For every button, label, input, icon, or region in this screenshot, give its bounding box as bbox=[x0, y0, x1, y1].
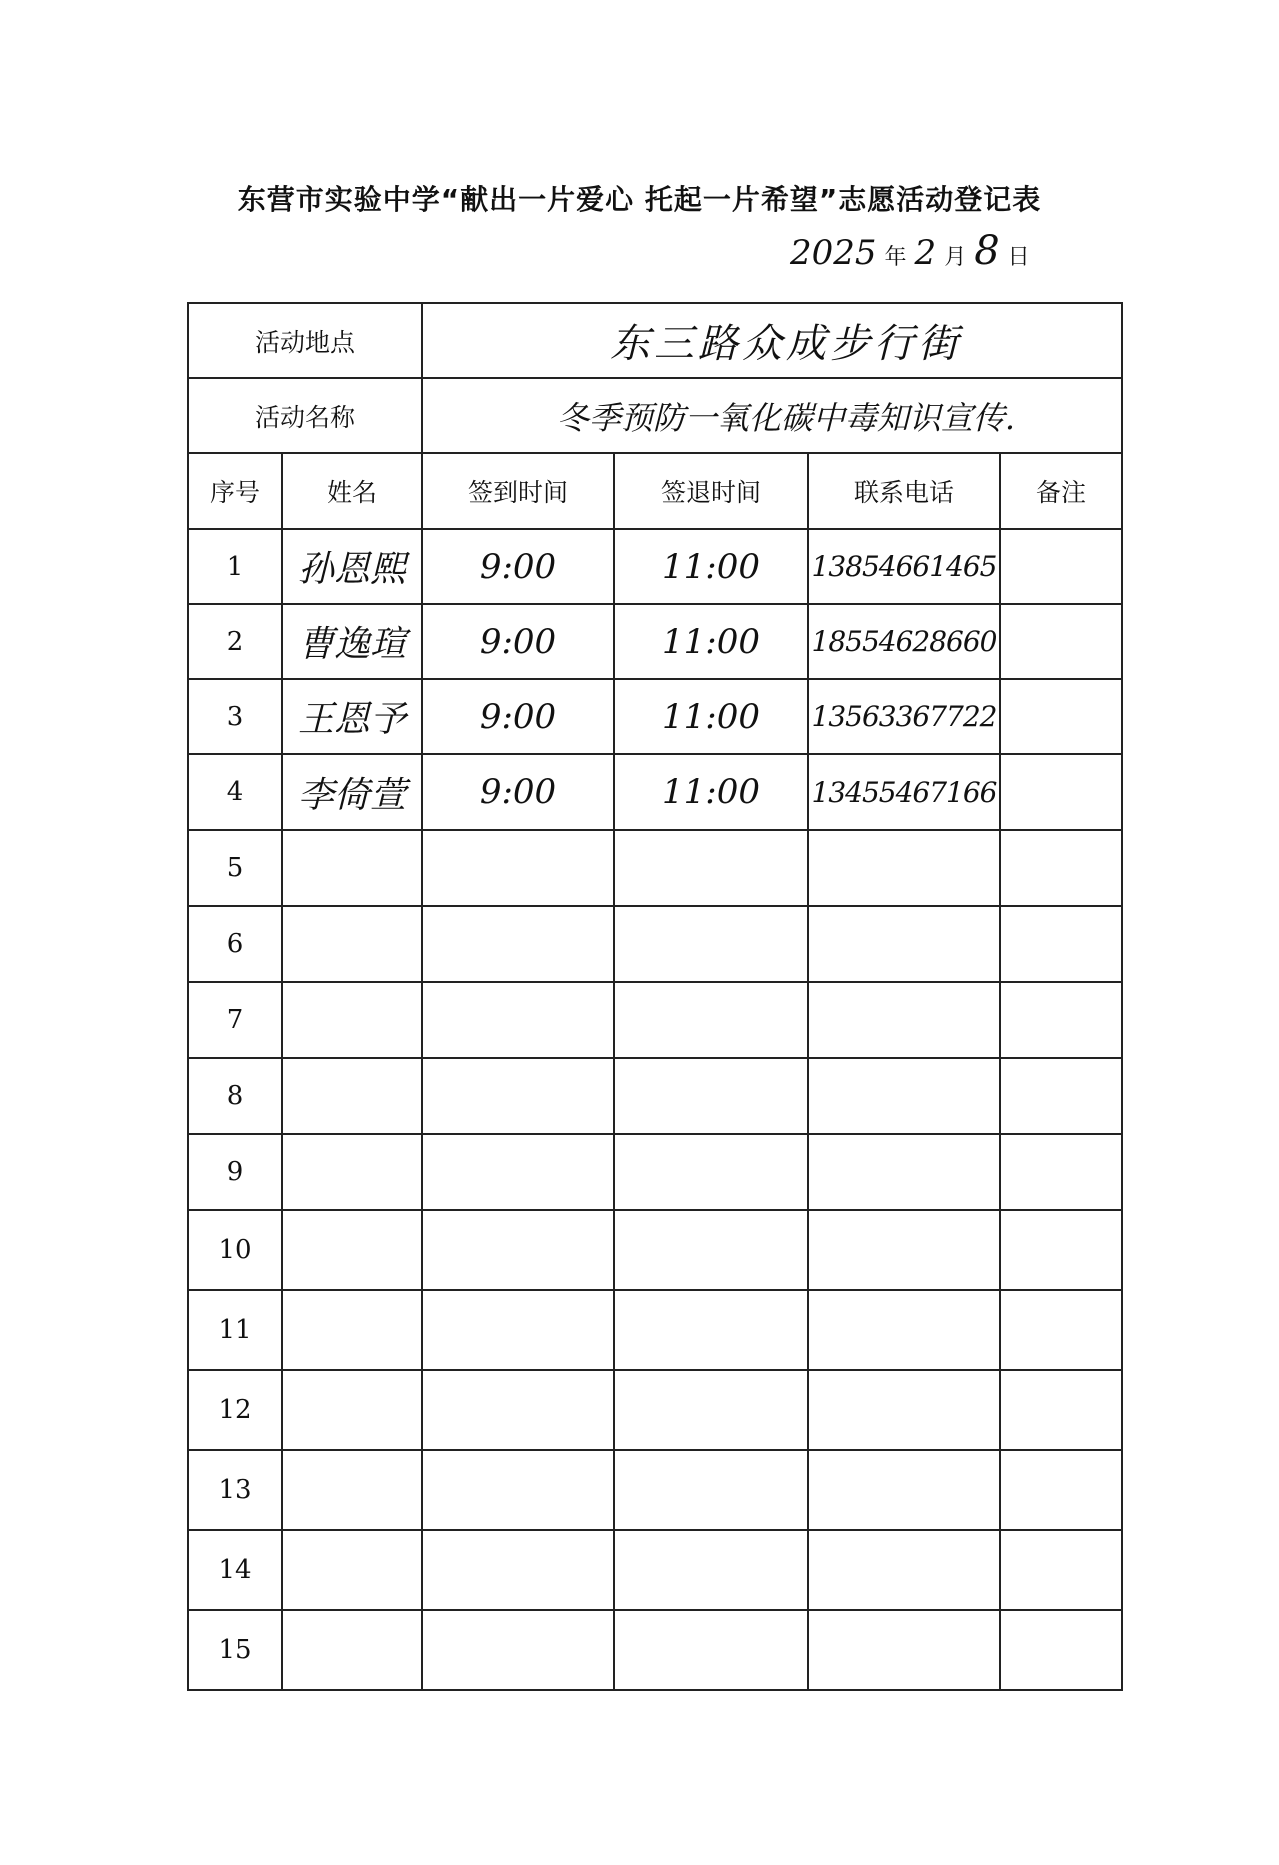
row-checkout bbox=[614, 830, 808, 906]
date-year-label: 年 bbox=[884, 245, 907, 270]
row-note bbox=[1000, 529, 1122, 604]
row-number: 13 bbox=[188, 1450, 282, 1530]
row-checkin: 9:00 bbox=[422, 604, 614, 679]
row-name bbox=[282, 906, 422, 982]
row-name bbox=[282, 1058, 422, 1134]
row-checkout bbox=[614, 1450, 808, 1530]
row-name bbox=[282, 1450, 422, 1530]
table-row bbox=[188, 830, 1122, 906]
header-row bbox=[188, 453, 1122, 529]
col-header-phone: 联系电话 bbox=[808, 453, 1000, 529]
row-phone bbox=[808, 830, 1000, 906]
table-row bbox=[188, 906, 1122, 982]
row-number: 7 bbox=[188, 982, 282, 1058]
row-checkin bbox=[422, 906, 614, 982]
row-number: 2 bbox=[188, 604, 282, 679]
location-label: 活动地点 bbox=[188, 303, 422, 378]
row-phone: 13455467166 bbox=[808, 754, 1000, 830]
date-day-label: 日 bbox=[1007, 245, 1030, 270]
row-checkout bbox=[614, 1610, 808, 1690]
row-name bbox=[282, 1210, 422, 1290]
row-note bbox=[1000, 830, 1122, 906]
row-name bbox=[282, 1134, 422, 1210]
table-row bbox=[188, 529, 1122, 604]
row-checkin bbox=[422, 1370, 614, 1450]
table-row bbox=[188, 604, 1122, 679]
table-row bbox=[188, 1058, 1122, 1134]
row-name: 王恩予 bbox=[282, 679, 422, 754]
activity-row bbox=[188, 378, 1122, 453]
row-checkout bbox=[614, 1058, 808, 1134]
form-date bbox=[790, 228, 1090, 278]
date-month: 2 bbox=[914, 233, 937, 273]
row-number: 8 bbox=[188, 1058, 282, 1134]
col-header-no: 序号 bbox=[188, 453, 282, 529]
col-header-checkin: 签到时间 bbox=[422, 453, 614, 529]
form-title: 东营市实验中学“献出一片爱心 托起一片希望”志愿活动登记表 bbox=[237, 183, 1042, 216]
row-checkin bbox=[422, 1610, 614, 1690]
row-name bbox=[282, 830, 422, 906]
row-name bbox=[282, 1530, 422, 1610]
row-note bbox=[1000, 1530, 1122, 1610]
col-header-note: 备注 bbox=[1000, 453, 1122, 529]
row-phone bbox=[808, 906, 1000, 982]
table-row bbox=[188, 1210, 1122, 1290]
row-number: 12 bbox=[188, 1370, 282, 1450]
row-phone bbox=[808, 1210, 1000, 1290]
row-checkout bbox=[614, 1530, 808, 1610]
row-name: 李倚萱 bbox=[282, 754, 422, 830]
row-checkin bbox=[422, 1450, 614, 1530]
row-note bbox=[1000, 1210, 1122, 1290]
table-row bbox=[188, 679, 1122, 754]
row-checkout bbox=[614, 1134, 808, 1210]
table-row bbox=[188, 1134, 1122, 1210]
row-name bbox=[282, 1370, 422, 1450]
row-name: 曹逸瑄 bbox=[282, 604, 422, 679]
row-phone bbox=[808, 1058, 1000, 1134]
row-note bbox=[1000, 679, 1122, 754]
row-checkin bbox=[422, 1530, 614, 1610]
row-phone bbox=[808, 1610, 1000, 1690]
date-year: 2025 bbox=[790, 233, 877, 273]
registration-table bbox=[187, 302, 1123, 1691]
row-checkin bbox=[422, 1134, 614, 1210]
row-note bbox=[1000, 1058, 1122, 1134]
row-phone: 13854661465 bbox=[808, 529, 1000, 604]
row-note bbox=[1000, 604, 1122, 679]
row-checkout bbox=[614, 1290, 808, 1370]
row-number: 1 bbox=[188, 529, 282, 604]
row-checkout bbox=[614, 982, 808, 1058]
row-phone bbox=[808, 1134, 1000, 1210]
row-checkin bbox=[422, 1210, 614, 1290]
row-number: 11 bbox=[188, 1290, 282, 1370]
row-checkout: 11:00 bbox=[614, 604, 808, 679]
row-name bbox=[282, 982, 422, 1058]
row-checkin: 9:00 bbox=[422, 529, 614, 604]
date-month-label: 月 bbox=[944, 245, 967, 270]
row-checkin bbox=[422, 830, 614, 906]
row-number: 4 bbox=[188, 754, 282, 830]
row-note bbox=[1000, 982, 1122, 1058]
row-checkout bbox=[614, 1370, 808, 1450]
table-row bbox=[188, 754, 1122, 830]
row-note bbox=[1000, 1610, 1122, 1690]
row-note bbox=[1000, 1450, 1122, 1530]
row-name: 孙恩熙 bbox=[282, 529, 422, 604]
row-phone bbox=[808, 1370, 1000, 1450]
row-number: 14 bbox=[188, 1530, 282, 1610]
row-number: 5 bbox=[188, 830, 282, 906]
col-header-name: 姓名 bbox=[282, 453, 422, 529]
row-checkout: 11:00 bbox=[614, 754, 808, 830]
table-row bbox=[188, 1610, 1122, 1690]
row-number: 6 bbox=[188, 906, 282, 982]
row-phone bbox=[808, 1290, 1000, 1370]
location-row bbox=[188, 303, 1122, 378]
row-number: 3 bbox=[188, 679, 282, 754]
row-checkout bbox=[614, 906, 808, 982]
table-row bbox=[188, 982, 1122, 1058]
activity-value: 冬季预防一氧化碳中毒知识宣传. bbox=[422, 378, 1122, 453]
row-note bbox=[1000, 1134, 1122, 1210]
row-name bbox=[282, 1610, 422, 1690]
table-row bbox=[188, 1290, 1122, 1370]
table-row bbox=[188, 1450, 1122, 1530]
row-checkin: 9:00 bbox=[422, 679, 614, 754]
row-checkin bbox=[422, 1290, 614, 1370]
location-value: 东三路众成步行街 bbox=[422, 303, 1122, 378]
row-phone: 13563367722 bbox=[808, 679, 1000, 754]
row-number: 10 bbox=[188, 1210, 282, 1290]
row-checkout: 11:00 bbox=[614, 529, 808, 604]
row-note bbox=[1000, 1290, 1122, 1370]
row-phone bbox=[808, 1450, 1000, 1530]
row-checkout: 11:00 bbox=[614, 679, 808, 754]
activity-label: 活动名称 bbox=[188, 378, 422, 453]
col-header-checkout: 签退时间 bbox=[614, 453, 808, 529]
row-name bbox=[282, 1290, 422, 1370]
row-number: 15 bbox=[188, 1610, 282, 1690]
row-phone: 18554628660 bbox=[808, 604, 1000, 679]
table-row bbox=[188, 1370, 1122, 1450]
row-note bbox=[1000, 906, 1122, 982]
row-checkout bbox=[614, 1210, 808, 1290]
date-day: 8 bbox=[974, 228, 1000, 274]
row-checkin bbox=[422, 982, 614, 1058]
row-phone bbox=[808, 982, 1000, 1058]
row-checkin: 9:00 bbox=[422, 754, 614, 830]
row-phone bbox=[808, 1530, 1000, 1610]
table-row bbox=[188, 1530, 1122, 1610]
row-checkin bbox=[422, 1058, 614, 1134]
row-number: 9 bbox=[188, 1134, 282, 1210]
row-note bbox=[1000, 754, 1122, 830]
row-note bbox=[1000, 1370, 1122, 1450]
